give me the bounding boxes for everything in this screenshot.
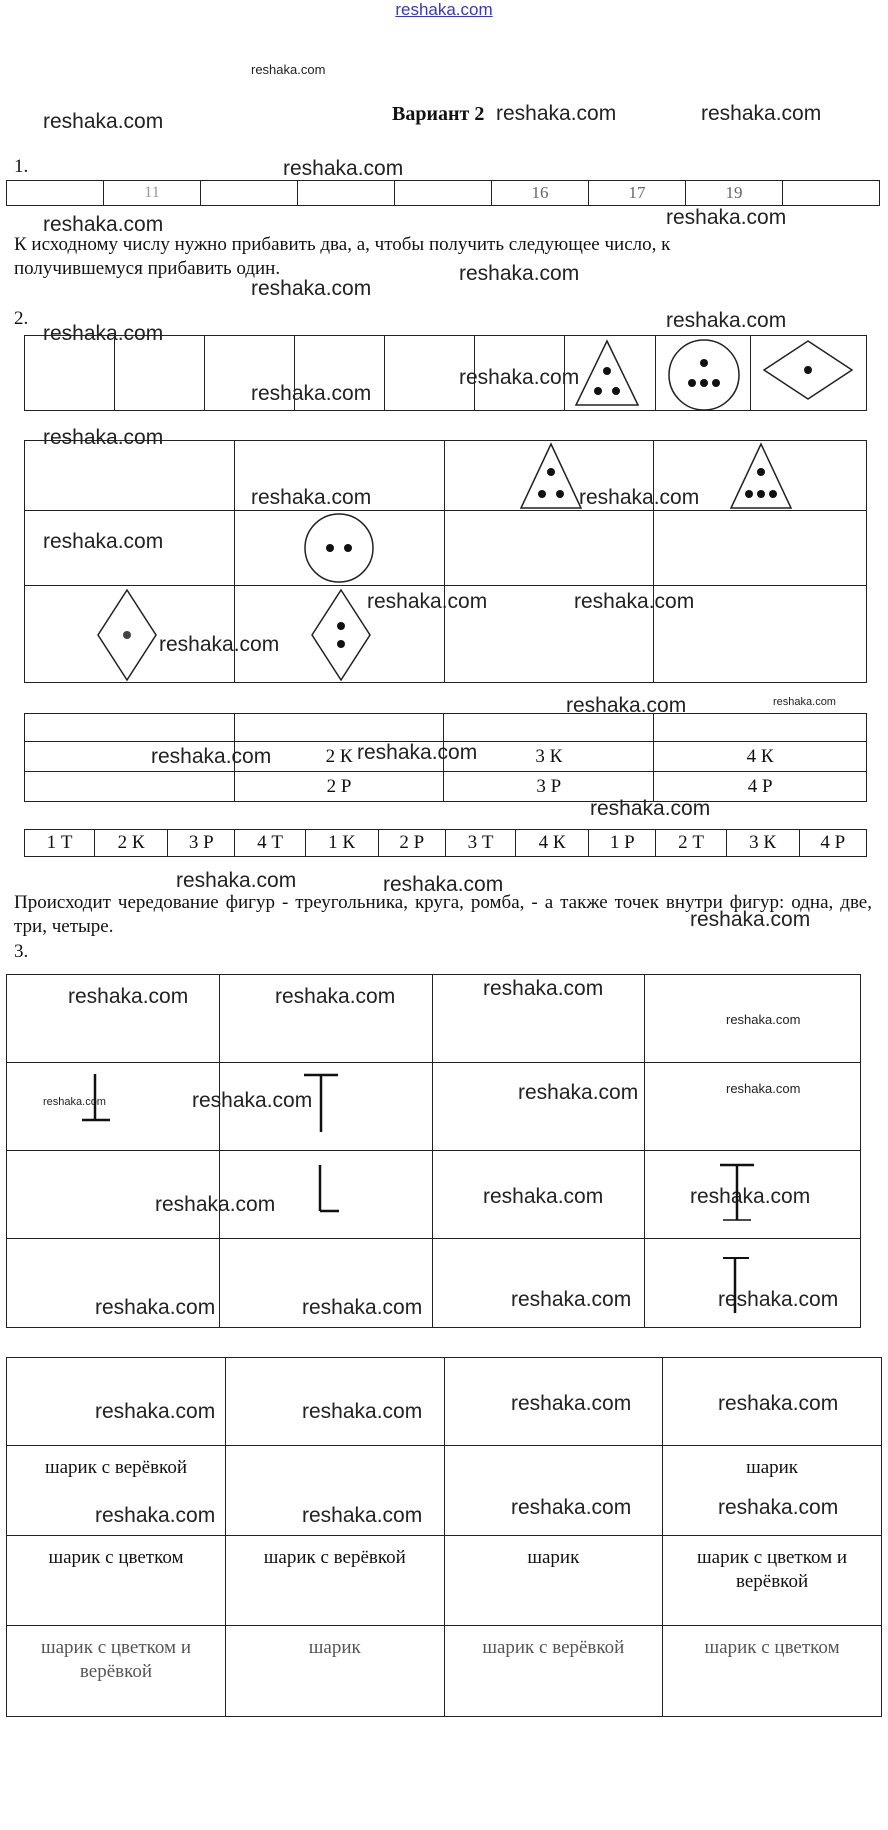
- watermark: reshaka.com: [579, 486, 700, 509]
- page-title: Вариант 2: [392, 103, 485, 125]
- code-cell: 2 Р: [234, 772, 444, 802]
- cell-text: шарик с цветком: [704, 1637, 840, 1658]
- empty-cell: [474, 336, 564, 411]
- task1-explanation: К исходному числу нужно прибавить два, а, чтобы получить следующее число, к получившемуся прибавить один.: [14, 234, 671, 279]
- watermark: reshaka.com: [483, 977, 604, 1000]
- watermark: reshaka.com: [68, 985, 189, 1008]
- word-cell: [663, 1626, 882, 1717]
- empty-cell: [204, 336, 294, 411]
- word-cell: [663, 1536, 882, 1626]
- grid-cell: [645, 975, 861, 1063]
- diamond-two-dots-icon: [310, 588, 372, 682]
- seq-cell: [298, 181, 395, 206]
- watermark: reshaka.com: [192, 1089, 313, 1112]
- triangle-three-dots-icon: [519, 442, 583, 510]
- word-cell: [663, 1358, 882, 1446]
- code-seq-cell: 2 К: [95, 830, 168, 857]
- empty-cell: [384, 336, 474, 411]
- circle-four-dots-icon: [666, 339, 742, 411]
- task-number: 1.: [14, 156, 29, 177]
- grid-cell: [654, 586, 867, 683]
- code-cell: [234, 714, 444, 742]
- grid-cell: [7, 1063, 220, 1151]
- code-seq-cell: 4 К: [516, 830, 589, 857]
- diamond-one-dot-icon: [762, 339, 854, 401]
- watermark: reshaka.com: [275, 985, 396, 1008]
- grid-cell: [432, 1239, 645, 1328]
- watermark: reshaka.com: [155, 1193, 276, 1216]
- grid-cell: [432, 1151, 645, 1239]
- circle-two-dots-icon: [303, 512, 375, 584]
- grid-cell: [7, 1151, 220, 1239]
- code-cell: [25, 714, 235, 742]
- code-cell: [25, 742, 235, 772]
- cell-text: шарик: [308, 1637, 361, 1658]
- cell-text: шарик с верёвкой: [482, 1637, 625, 1658]
- watermark: reshaka.com: [251, 62, 326, 77]
- watermark: reshaka.com: [43, 322, 164, 345]
- watermark: reshaka.com: [43, 110, 164, 133]
- watermark: reshaka.com: [43, 1096, 106, 1108]
- watermark: reshaka.com: [283, 157, 404, 180]
- code-cell: 3 К: [444, 742, 654, 772]
- seq-cell: [201, 181, 298, 206]
- seq-cell: [395, 181, 492, 206]
- watermark: reshaka.com: [726, 1012, 801, 1027]
- cell-text: шарик с верёвкой: [263, 1547, 406, 1568]
- watermark: reshaka.com: [367, 590, 488, 613]
- empty-cell: [294, 336, 384, 411]
- watermark: reshaka.com: [483, 1185, 604, 1208]
- watermark: reshaka.com: [511, 1392, 632, 1415]
- grid-cell: [432, 975, 645, 1063]
- word-cell: [225, 1446, 444, 1536]
- code-cell: 4 Р: [654, 772, 867, 802]
- code-seq-cell: 1 Р: [589, 830, 656, 857]
- watermark: reshaka.com: [511, 1496, 632, 1519]
- code-seq-cell: 4 Р: [799, 830, 866, 857]
- balloon-words-table: [6, 1357, 882, 1717]
- cell-text: шарик с цветком и верёвкой: [40, 1637, 191, 1682]
- seq-cell: [7, 181, 104, 206]
- watermark: reshaka.com: [718, 1288, 839, 1311]
- code-seq-cell: 3 Р: [168, 830, 235, 857]
- source-link[interactable]: reshaka.com: [395, 0, 493, 19]
- code-cell: 4 К: [654, 742, 867, 772]
- code-seq-cell: 3 Т: [445, 830, 515, 857]
- number-sequence-table: [6, 180, 880, 206]
- code-seq-cell: 1 Т: [25, 830, 95, 857]
- watermark: reshaka.com: [151, 745, 272, 768]
- task-number: 2.: [14, 308, 29, 329]
- code-cell: [25, 772, 235, 802]
- watermark: reshaka.com: [95, 1296, 216, 1319]
- t-symbol-icon: [301, 1072, 341, 1134]
- grid-cell: [654, 511, 867, 586]
- task2-explanation: Происходит чередование фигур - треугольника, круга, ромба, - а также точек внутри фигур: одна, две, три, четыре.: [14, 892, 872, 937]
- code-seq-cell: 4 Т: [235, 830, 305, 857]
- seq-cell: 19: [686, 181, 783, 206]
- triangle-four-dots-icon: [729, 442, 793, 510]
- watermark: reshaka.com: [518, 1081, 639, 1104]
- watermark: reshaka.com: [574, 590, 695, 613]
- word-cell: [444, 1536, 663, 1626]
- watermark: reshaka.com: [459, 262, 580, 285]
- watermark: reshaka.com: [95, 1400, 216, 1423]
- word-cell: [225, 1536, 444, 1626]
- word-cell: [7, 1358, 226, 1446]
- watermark: reshaka.com: [773, 696, 836, 708]
- seq-cell: 17: [589, 181, 686, 206]
- watermark: reshaka.com: [718, 1496, 839, 1519]
- code-cell: [444, 714, 654, 742]
- watermark: reshaka.com: [590, 797, 711, 820]
- watermark: reshaka.com: [496, 102, 617, 125]
- word-cell: [7, 1446, 226, 1536]
- watermark: reshaka.com: [566, 694, 687, 717]
- grid-cell: [234, 441, 444, 511]
- empty-cell: [114, 336, 204, 411]
- cell-text: шарик: [746, 1457, 799, 1478]
- seq-cell: 16: [492, 181, 589, 206]
- watermark: reshaka.com: [357, 741, 478, 764]
- word-cell: [225, 1626, 444, 1717]
- watermark: reshaka.com: [43, 426, 164, 449]
- code-seq-cell: 2 Т: [656, 830, 726, 857]
- grid-cell: [645, 1063, 861, 1151]
- watermark: reshaka.com: [511, 1288, 632, 1311]
- cell-text: шарик с цветком: [48, 1547, 184, 1568]
- code-sequence-table: [24, 829, 867, 857]
- watermark: reshaka.com: [383, 873, 504, 896]
- task-number: 3.: [14, 941, 29, 962]
- word-cell: [444, 1446, 663, 1536]
- triangle-three-dots-icon: [574, 339, 640, 407]
- grid-cell: [7, 1239, 220, 1328]
- cell-text: шарик с верёвкой: [44, 1457, 187, 1478]
- seq-cell: [783, 181, 880, 206]
- code-table: [24, 713, 867, 802]
- grid-cell: [25, 511, 235, 586]
- watermark: reshaka.com: [690, 1185, 811, 1208]
- watermark: reshaka.com: [666, 206, 787, 229]
- grid-cell: [219, 1239, 432, 1328]
- watermark: reshaka.com: [159, 633, 280, 656]
- t-symbol-icon: [719, 1255, 753, 1315]
- grid-cell: [7, 975, 220, 1063]
- word-cell: [7, 1626, 226, 1717]
- grid-cell: [219, 975, 432, 1063]
- word-cell: [225, 1358, 444, 1446]
- code-cell: 3 Р: [444, 772, 654, 802]
- code-cell: [654, 714, 867, 742]
- inverted-t-symbol-icon: [80, 1072, 112, 1122]
- cell-text: шарик: [527, 1547, 580, 1568]
- watermark: reshaka.com: [43, 530, 164, 553]
- watermark: reshaka.com: [95, 1504, 216, 1527]
- watermark: reshaka.com: [302, 1296, 423, 1319]
- watermark: reshaka.com: [176, 869, 297, 892]
- word-cell: [7, 1536, 226, 1626]
- watermark: reshaka.com: [251, 486, 372, 509]
- watermark: reshaka.com: [302, 1400, 423, 1423]
- grid-cell: [444, 511, 654, 586]
- code-seq-cell: 2 Р: [378, 830, 445, 857]
- empty-cell: [25, 336, 115, 411]
- watermark: reshaka.com: [251, 277, 372, 300]
- watermark: reshaka.com: [701, 102, 822, 125]
- code-cell: 2 К: [234, 742, 444, 772]
- grid-cell: [432, 1063, 645, 1151]
- code-seq-cell: 3 К: [726, 830, 799, 857]
- watermark: reshaka.com: [459, 366, 580, 389]
- word-cell: [444, 1358, 663, 1446]
- diamond-one-dot-icon: [96, 588, 158, 682]
- grid-cell: [444, 586, 654, 683]
- watermark: reshaka.com: [726, 1081, 801, 1096]
- seq-cell: 11: [104, 181, 201, 206]
- cell-text: шарик с цветком и верёвкой: [697, 1547, 848, 1592]
- watermark: reshaka.com: [302, 1504, 423, 1527]
- grid-cell: [25, 441, 235, 511]
- watermark: reshaka.com: [718, 1392, 839, 1415]
- watermark: reshaka.com: [43, 213, 164, 236]
- watermark: reshaka.com: [690, 908, 811, 931]
- l-symbol-icon: [307, 1163, 341, 1215]
- word-cell: [444, 1626, 663, 1717]
- word-cell: [663, 1446, 882, 1536]
- i-beam-symbol-icon: [717, 1162, 757, 1224]
- watermark: reshaka.com: [666, 309, 787, 332]
- watermark: reshaka.com: [251, 382, 372, 405]
- code-seq-cell: 1 К: [305, 830, 378, 857]
